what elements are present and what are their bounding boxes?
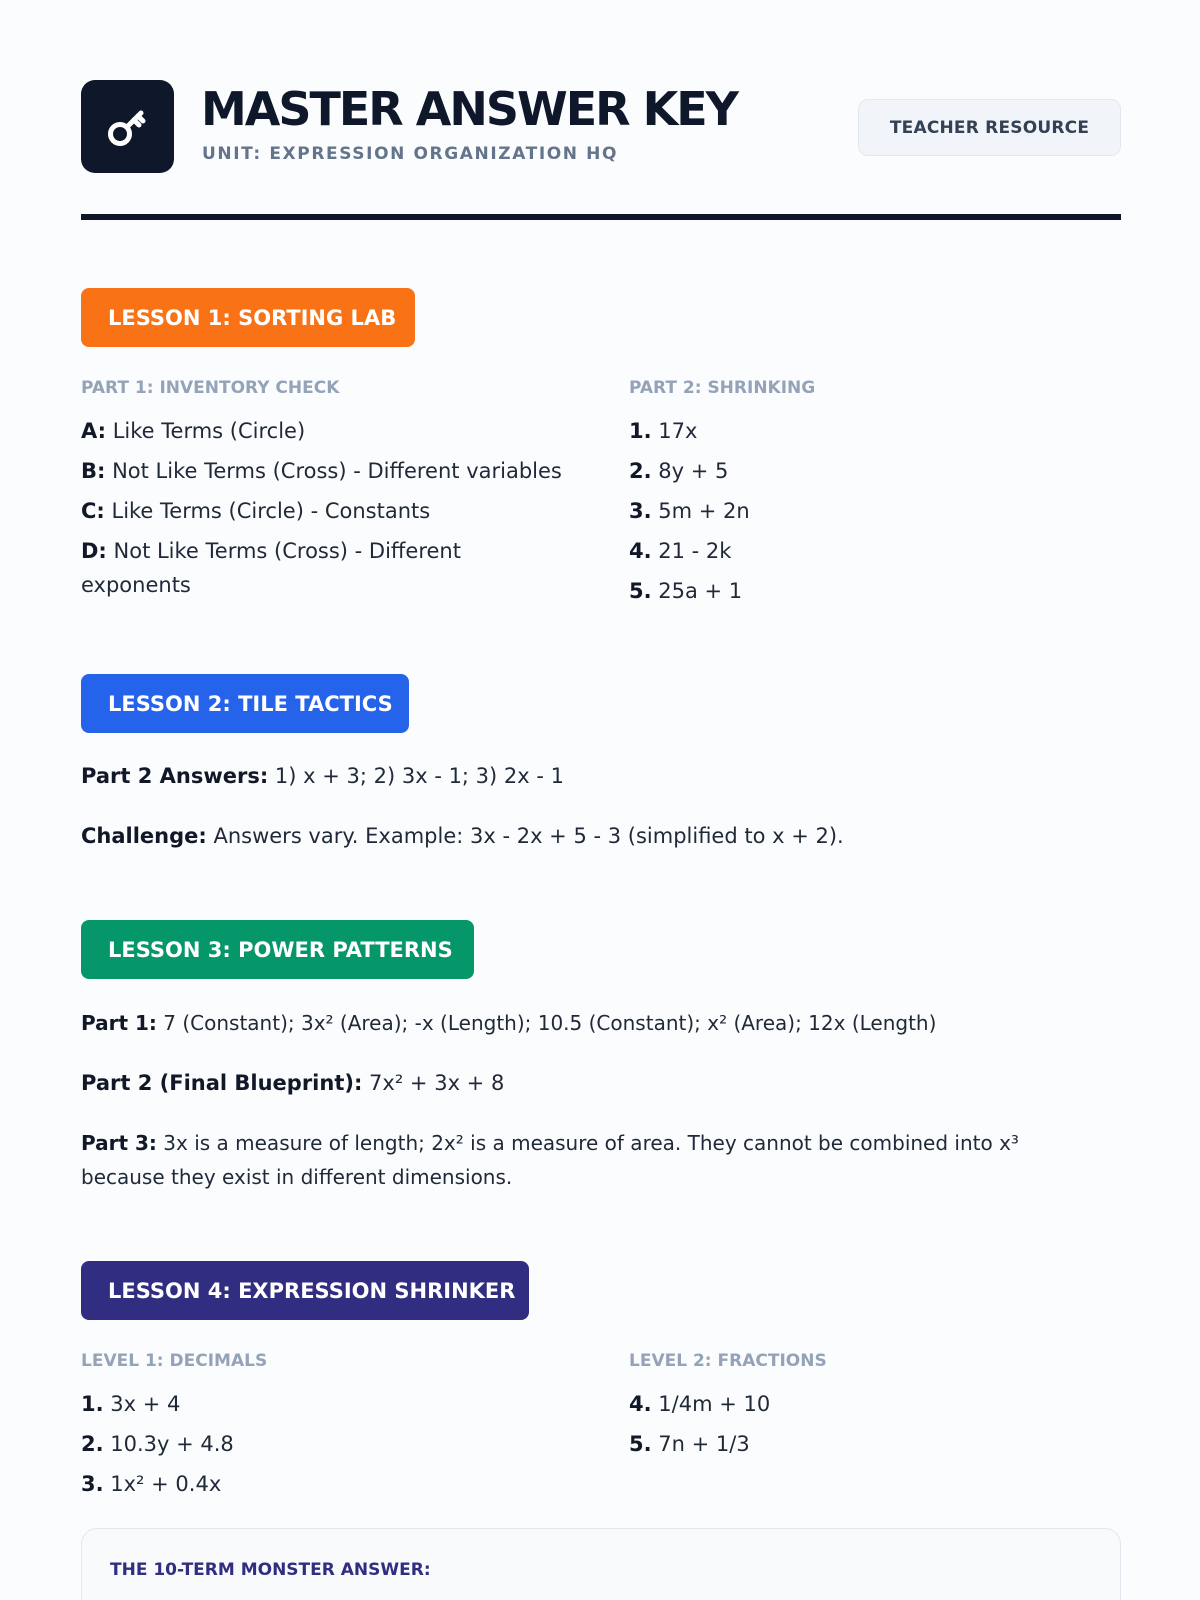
list-item: 5. 25a + 1: [629, 579, 743, 603]
lesson-4-level-1-label: LEVEL 1: DECIMALS: [81, 1351, 268, 1371]
list-item: 1. 17x: [629, 419, 698, 443]
lesson-2-answers: Part 2 Answers: 1) x + 3; 2) 3x - 1; 3) 2x - 1: [81, 764, 564, 788]
logo: [81, 80, 174, 173]
list-item: C: Like Terms (Circle) - Constants: [81, 499, 431, 523]
monster-answer-label: THE 10-TERM MONSTER ANSWER:: [110, 1560, 431, 1580]
lesson-4-level-2-label: LEVEL 2: FRACTIONS: [629, 1351, 827, 1371]
lesson-3-heading: LESSON 3: POWER PATTERNS: [81, 920, 474, 979]
page-title: MASTER ANSWER KEY: [201, 82, 737, 136]
lesson-3-part-3: Part 3: 3x is a measure of length; 2x² is a measure of area. They cannot be combined into x³ because they exist in different dimensions.: [81, 1131, 1019, 1189]
list-item: 3. 5m + 2n: [629, 499, 750, 523]
answer-key-page: [81, 0, 1121, 1600]
page-header: [81, 80, 1121, 175]
list-item: 2. 8y + 5: [629, 459, 729, 483]
monster-answer-box: [81, 1528, 1121, 1600]
lesson-1-heading: LESSON 1: SORTING LAB: [81, 288, 415, 347]
lesson-3-part-1: Part 1: 7 (Constant); 3x² (Area); -x (Length); 10.5 (Constant); x² (Area); 12x (Length): [81, 1011, 937, 1035]
lesson-2-challenge: Challenge: Answers vary. Example: 3x - 2x + 5 - 3 (simplified to x + 2).: [81, 824, 844, 848]
list-item: 1. 3x + 4: [81, 1392, 181, 1416]
key-icon: [100, 99, 156, 155]
list-item: 4. 1/4m + 10: [629, 1392, 771, 1416]
page-subtitle: UNIT: EXPRESSION ORGANIZATION HQ: [202, 144, 619, 164]
lesson-1-part-2-label: PART 2: SHRINKING: [629, 378, 816, 398]
lesson-1-part-1-label: PART 1: INVENTORY CHECK: [81, 378, 340, 398]
list-item: B: Not Like Terms (Cross) - Different variables: [81, 459, 562, 483]
list-item: 4. 21 - 2k: [629, 539, 732, 563]
header-divider: [81, 214, 1121, 220]
teacher-resource-badge: TEACHER RESOURCE: [858, 99, 1121, 156]
list-item: 3. 1x² + 0.4x: [81, 1472, 222, 1496]
list-item: 2. 10.3y + 4.8: [81, 1432, 234, 1456]
lesson-2-heading: LESSON 2: TILE TACTICS: [81, 674, 409, 733]
list-item: A: Like Terms (Circle): [81, 419, 306, 443]
list-item: D: Not Like Terms (Cross) - Different exponents: [81, 539, 461, 597]
lesson-3-part-2: Part 2 (Final Blueprint): 7x² + 3x + 8: [81, 1071, 505, 1095]
list-item: 5. 7n + 1/3: [629, 1432, 750, 1456]
lesson-4-heading: LESSON 4: EXPRESSION SHRINKER: [81, 1261, 529, 1320]
